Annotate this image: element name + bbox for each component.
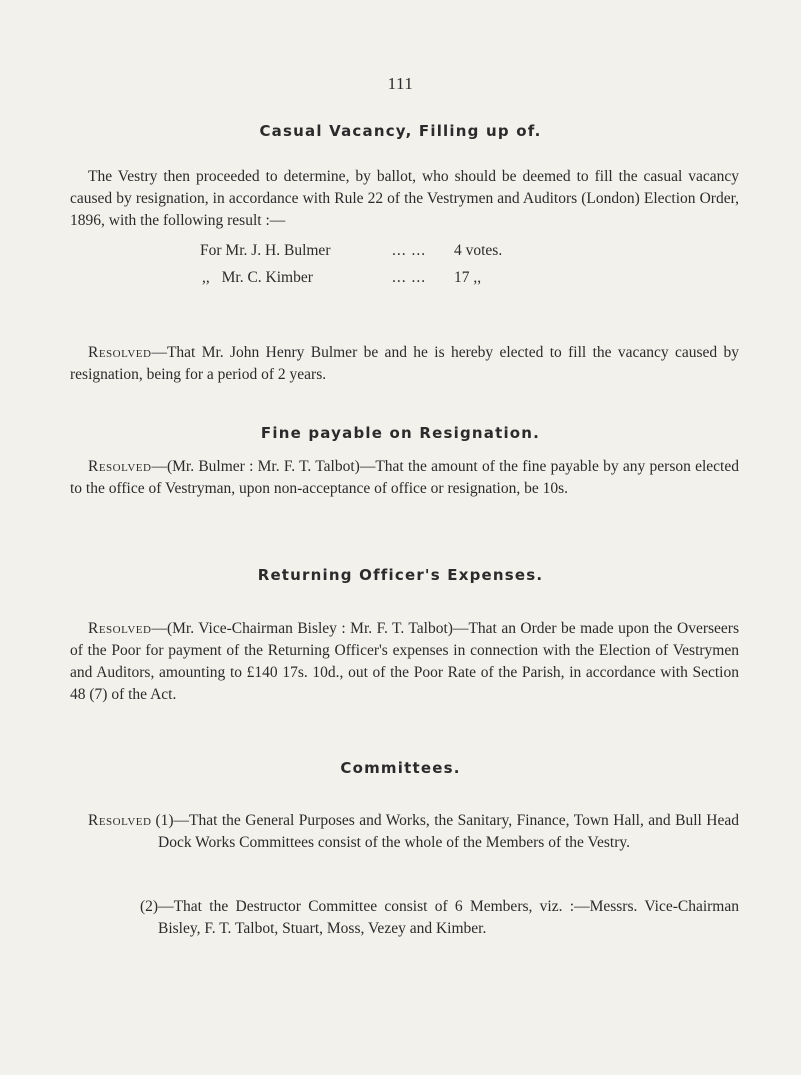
paragraph-returning-officer-resolution (70, 618, 739, 706)
vote-count: 4 votes. (454, 242, 503, 259)
vote-candidate: Mr. C. Kimber (221, 269, 313, 286)
paragraph-committees-item-1 (70, 810, 739, 854)
resolution-text: —(Mr. Vice-Chairman Bisley : Mr. F. T. Talbot)—That an Order be made upon the Overseers of the Poor for payment of the Returning Officer's expenses in connection with the Election of Vestrymen and Auditors, amounting to £140 17s. 10d., out of the Poor Rate of the Parish, in accordance with Section 48 (7) of the Act. (70, 620, 739, 703)
vote-row (200, 242, 560, 269)
committee-item-text: (1)—That the General Purposes and Works, the Sanitary, Finance, Town Hall, and Bull Head Dock Works Committees consist of the whole of the Members of the Vestry. (155, 812, 739, 851)
resolved-label: Resolved (88, 620, 152, 637)
heading-casual-vacancy: Casual Vacancy, Filling up of. (259, 122, 542, 140)
heading-fine-payable: Fine payable on Resignation. (260, 424, 541, 442)
paragraph-casual-vacancy-resolution (70, 342, 739, 386)
paragraph-fine-resolution (70, 456, 739, 500)
resolution-text: —(Mr. Bulmer : Mr. F. T. Talbot)—That the amount of the fine payable by any person elected to the office of Vestryman, upon non-acceptance of office or resignation, be 10s. (70, 458, 739, 497)
vote-row (200, 269, 560, 296)
page-number: 111 (387, 74, 414, 93)
resolution-text: —That Mr. John Henry Bulmer be and he is hereby elected to fill the vacancy caused by resignation, being for a period of 2 years. (70, 344, 739, 383)
resolved-label: Resolved (88, 458, 152, 475)
vote-candidate: Mr. J. H. Bulmer (225, 242, 331, 259)
vote-dots: ... ... (392, 242, 427, 259)
paragraph-committees-item-2: (2)—That the Destructor Committee consist of 6 Members, viz. :—Messrs. Vice-Chairman Bisley, F. T. Talbot, Stuart, Moss, Vezey and Kimber. (140, 898, 739, 937)
resolved-label: Resolved (88, 344, 152, 361)
heading-returning-officer: Returning Officer's Expenses. (257, 566, 544, 584)
paragraph-casual-vacancy-intro: The Vestry then proceeded to determine, by ballot, who should be deemed to fill the casual vacancy caused by resignation, in accordance with Rule 22 of the Vestrymen and Auditors (London) Election Order, 1896, with the following result :— (70, 168, 739, 229)
heading-committees: Committees. (340, 759, 461, 777)
vote-count: 17 ,, (454, 269, 482, 286)
vote-dots: ... ... (392, 269, 427, 286)
resolved-label: Resolved (88, 812, 152, 829)
vote-prefix: For (200, 242, 222, 259)
vote-prefix: ,, (202, 269, 210, 286)
vote-results (200, 242, 560, 296)
